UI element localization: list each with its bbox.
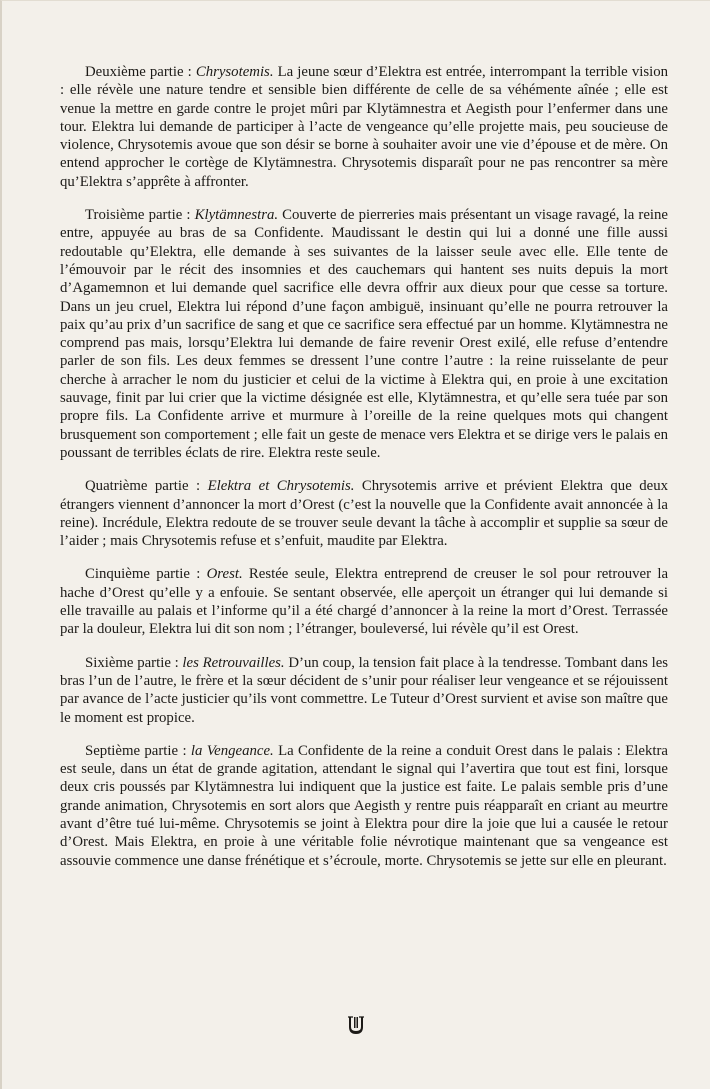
part-heading: Troisième partie : bbox=[85, 207, 195, 224]
paragraph-septieme-partie bbox=[60, 742, 668, 870]
paragraph-deuxieme-partie bbox=[60, 63, 668, 191]
paragraph-quatrieme-partie bbox=[60, 477, 668, 550]
part-heading: Sixième partie : bbox=[85, 654, 183, 671]
paragraph-troisieme-partie bbox=[60, 206, 668, 462]
part-title: Klytämnestra. bbox=[194, 207, 279, 224]
part-heading: Cinquième partie : bbox=[85, 566, 207, 583]
part-body: Chrysotemis arrive et prévient Elektra que deux étrangers viennent d’annoncer la mort d’Orest (c’est la nouvelle que la Confidente avait annoncée à la reine). Incrédule, Elektra redoute de se trouver seule devant la tâche à accomplir et supplie sa sœur de l’aider ; mais Chrysotemis refuse et s’enfuit, maudite par Elektra. bbox=[60, 478, 668, 550]
part-body: Couverte de pierreries mais présentant un visage ravagé, la reine entre, appuyée au bras de sa Confidente. Maudissant le destin qui lui a donné une fille aussi redoutable qu’Elektra, elle demande à ses suivantes de la laisser seule avec elle. Elle tente de l’émouvoir par le récit des insomnies et des cauchemars qui hantent ses nuits depuis la mort d’Agamemnon et lui demande quel sacrifice elle devra offrir aux dieux pour que cesse sa torture. Dans un jeu cruel, Elektra lui répond d’une façon ambiguë, insinuant qu’elle ne pourra retrouver la paix qu’au prix d’un sacrifice de sang et que ce sacrifice sera effectué par un homme. Klytämnestra ne comprend pas mais, lorsqu’Elektra lui demande de faire revenir Orest exilé, elle refuse d’entendre parler de son fils. Les deux femmes se dressent l’une contre l’autre : la reine ruisselante de peur cherche à arracher le nom du justicier et celui de la victime à Elektra qui, en proie à une excitation sauvage, finit par lui crier que la victime désignée est elle, Klytämnestra, et qu’elle sera tuée par son propre fils. La Confidente arrive et murmure à l’oreille de la reine quelques mots qui changent brusquement son comportement ; elle fait un geste de menace vers Elektra et se dirige vers le palais en poussant de terribles éclats de rire. Elektra reste seule. bbox=[60, 207, 668, 461]
part-body: La jeune sœur d’Elektra est entrée, interrompant la terrible vision : elle révèle une nature tendre et sensible bien différente de celle de sa véhémente aînée ; elle est venue la mettre en garde contre le projet mûri par Klytämnestra et Aegisth pour l’enfermer dans une tour. Elektra lui demande de participer à l’acte de vengeance qu’elle projette mais, peu soucieuse de violence, Chrysotemis avoue que son désir se borne à souhaiter avoir une vie d’épouse et de mère. On entend approcher le cortège de Klytämnestra. Chrysotemis disparaît pour ne pas rencontrer sa mère qu’Elektra s’apprête à affronter. bbox=[60, 64, 668, 190]
paragraph-cinquieme-partie bbox=[60, 565, 668, 638]
part-body: La Confidente de la reine a conduit Orest dans le palais : Elektra est seule, dans un état de grande agitation, attendant le signal qui l’avertira que tout est fini, lorsque deux cris poussés par Klytämnestra lui indiquent que la justice est faite. Le palais semble pris d’une grande animation, Chrysotemis en sort alors que Aegisth y rentre puis réapparaît en criant au meurtre avant d’être tué lui-même. Chrysotemis se joint à Elektra pour dire la joie que lui a causée le retour d’Orest. Mais Elektra, en proie à une véritable folie névrotique maintenant que sa vengeance est assouvie commence une danse frénétique et s’écroule, morte. Chrysotemis se jette sur elle en pleurant. bbox=[60, 742, 668, 869]
part-heading: Septième partie : bbox=[85, 742, 191, 759]
synopsis-text bbox=[60, 63, 668, 885]
part-body: Restée seule, Elektra entreprend de creuser le sol pour retrouver la hache d’Orest qu’elle y a enfouie. Se sentant observée, elle aperçoit un étranger qui lui demande si elle travaille au palais et l’informe qu’il a été chargé d’annoncer à la reine la mort d’Orest. Terrassée par la douleur, Elektra lui dit son nom ; l’étranger, bouleversé, lui révèle qu’il est Orest. bbox=[60, 566, 669, 638]
printer-mark-icon bbox=[344, 1013, 368, 1037]
part-heading: Deuxième partie : bbox=[85, 64, 196, 80]
part-body: D’un coup, la tension fait place à la tendresse. Tombant dans les bras l’un de l’autre, le frère et la sœur décident de s’unir pour réaliser leur vengeance et se réjouissent par avance de l’acte justicier qu’ils vont commettre. Le Tuteur d’Orest survient et avise son maître que le moment est propice. bbox=[60, 654, 669, 726]
part-title: la Vengeance. bbox=[190, 742, 274, 759]
part-title: Orest. bbox=[206, 566, 243, 583]
part-title: les Retrouvailles. bbox=[182, 654, 285, 671]
part-heading: Quatrième partie : bbox=[85, 478, 208, 495]
paragraph-sixieme-partie bbox=[60, 654, 668, 727]
part-title: Chrysotemis. bbox=[195, 64, 274, 80]
part-title: Elektra et Chrysotemis. bbox=[207, 478, 355, 495]
